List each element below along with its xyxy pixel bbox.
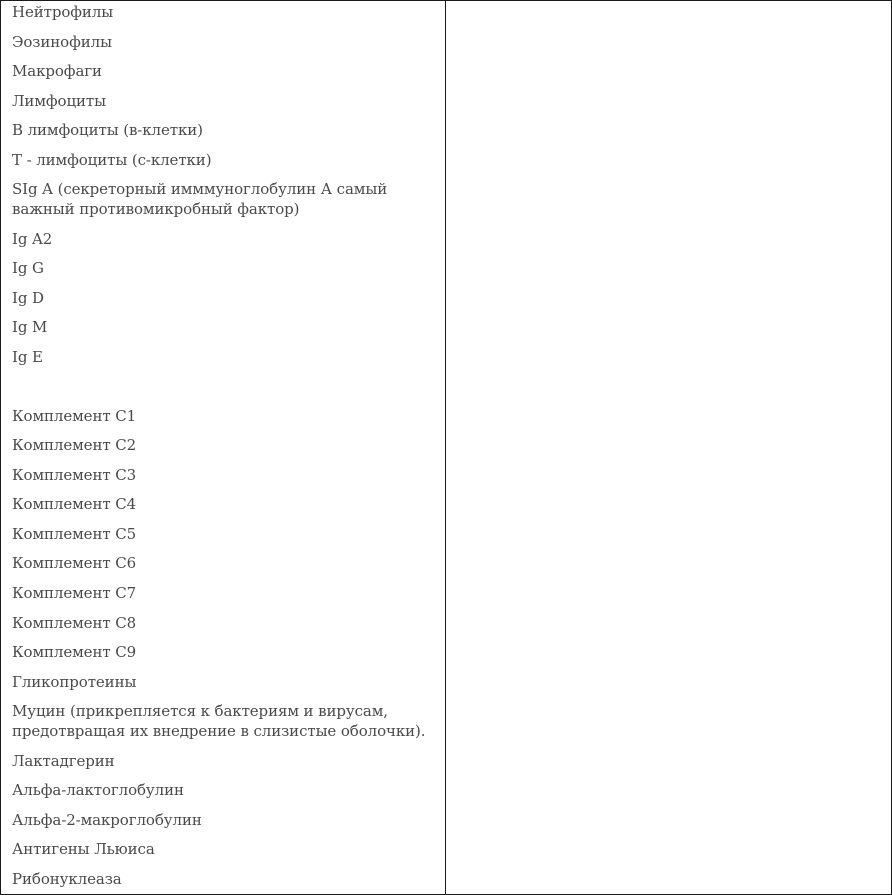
table-row-alpha2-macroglobulin: Альфа-2-макроглобулин bbox=[12, 811, 202, 829]
table-row-eosinophils: Эозинофилы bbox=[12, 33, 112, 51]
table-row-neutrophils: Нейтрофилы bbox=[12, 3, 114, 21]
table-row-mucin-line2: предотвращая их внедрение в слизистые оболочки). bbox=[12, 722, 426, 740]
table-right-column bbox=[446, 1, 891, 894]
table-row-lewis-antigens: Антигены Льюиса bbox=[12, 840, 155, 858]
table-row-mucin-line1: Муцин (прикрепляется к бактериям и вирусам, bbox=[12, 702, 388, 720]
table-row-igd: Ig D bbox=[12, 289, 44, 307]
table-row-igm: Ig M bbox=[12, 318, 48, 336]
table-row-siga-line2: важный противомикробный фактор) bbox=[12, 200, 300, 218]
table-row-t-lymphocytes: Т - лимфоциты (с-клетки) bbox=[12, 151, 212, 169]
table-row-complement-c9: Комплемент С9 bbox=[12, 643, 137, 661]
table-row-lymphocytes: Лимфоциты bbox=[12, 92, 106, 110]
table-row-b-lymphocytes: В лимфоциты (в-клетки) bbox=[12, 121, 203, 139]
table-left-column bbox=[1, 1, 446, 894]
table-row-complement-c1: Комплемент С1 bbox=[12, 407, 137, 425]
table-row-alpha-lactoglobulin: Альфа-лактоглобулин bbox=[12, 781, 184, 799]
table-row-igg: Ig G bbox=[12, 259, 44, 277]
table-row-complement-c3: Комплемент С3 bbox=[12, 466, 137, 484]
table-row-glycoproteins: Гликопротеины bbox=[12, 673, 137, 691]
table-row-complement-c6: Комплемент С6 bbox=[12, 554, 137, 572]
table-row-complement-c8: Комплемент С8 bbox=[12, 614, 137, 632]
table-row-lactadherin: Лактадгерин bbox=[12, 752, 115, 770]
table-row-complement-c2: Комплемент С2 bbox=[12, 436, 137, 454]
table-row-macrophages: Макрофаги bbox=[12, 62, 102, 80]
table-row-complement-c4: Комплемент С4 bbox=[12, 495, 137, 513]
table-row-siga-line1: SIg A (секреторный имммуноглобулин А самый bbox=[12, 180, 388, 198]
table-row-iga2: Ig A2 bbox=[12, 230, 53, 248]
table-row-complement-c5: Комплемент С5 bbox=[12, 525, 137, 543]
table-row-ige: Ig E bbox=[12, 348, 43, 366]
table-row-ribonuclease: Рибонуклеаза bbox=[12, 870, 122, 888]
table-row-complement-c7: Комплемент С7 bbox=[12, 584, 137, 602]
